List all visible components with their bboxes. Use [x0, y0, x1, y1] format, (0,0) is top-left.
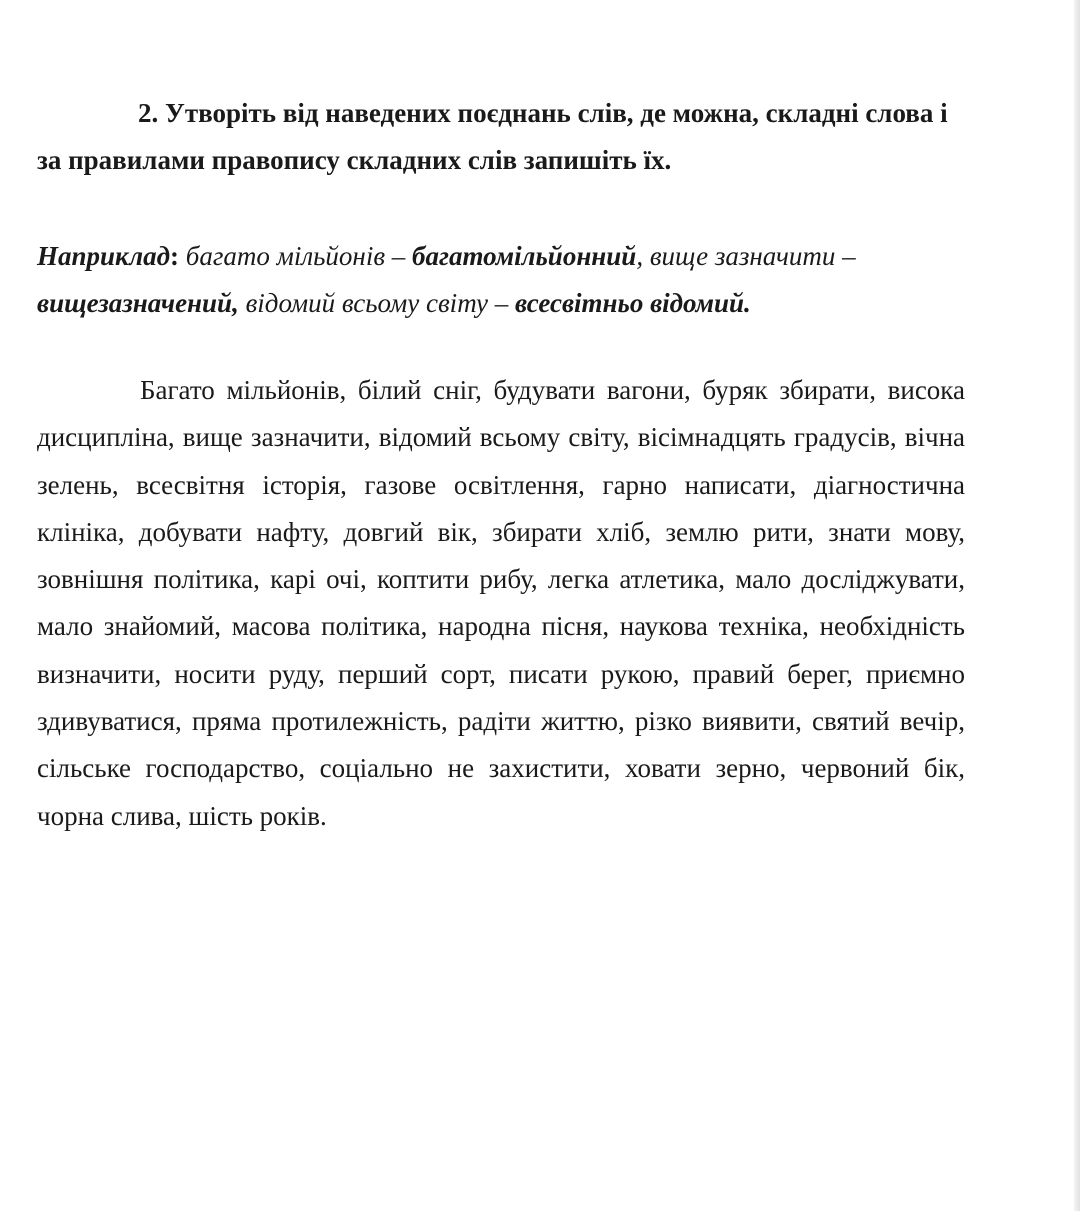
example-result: вищезазначений, [37, 288, 239, 318]
example-result: багатомільйонний [412, 241, 637, 271]
example-result: всесвітньо відомий. [515, 288, 751, 318]
task-heading: 2. Утворіть від наведених поєднань слів, де можна, складні слова і за правилами правопису складних слів запишіть їх. [37, 98, 948, 175]
example-phrase: багато мільйонів – [179, 241, 413, 271]
example-colon: : [170, 241, 180, 271]
example-separator [239, 288, 246, 318]
word-combinations-list: Багато мільйонів, білий сніг, будувати вагони, буряк збирати, висока дисципліна, вище зазначити, відомий всьому світу, вісімнадцять градусів, вічна зелень, всесвітня історія, газове освітлення, гарно написати, діагностична клініка, добувати нафту, довгий вік, збирати хліб, землю рити, знати мову, зовнішня політика, карі очі, коптити рибу, легка атлетика, мало досліджувати, мало знайомий, масова політика, народна пісня, наукова техніка, необхідність визначити, носити руду, перший сорт, писати рукою, правий берег, приємно здивуватися, пряма протилежність, радіти життю, різко виявити, святий вечір, сільське господарство, соціально не захистити, ховати зерно, червоний бік, чорна слива, шість років. [37, 375, 965, 831]
page-edge-divider [1074, 0, 1080, 1211]
example-phrase: відомий всьому світу – [245, 288, 515, 318]
example-phrase: вище зазначити – [649, 241, 856, 271]
example-lead: Наприклад [37, 241, 171, 271]
example-separator: , [636, 241, 650, 271]
example-paragraph [37, 233, 967, 327]
